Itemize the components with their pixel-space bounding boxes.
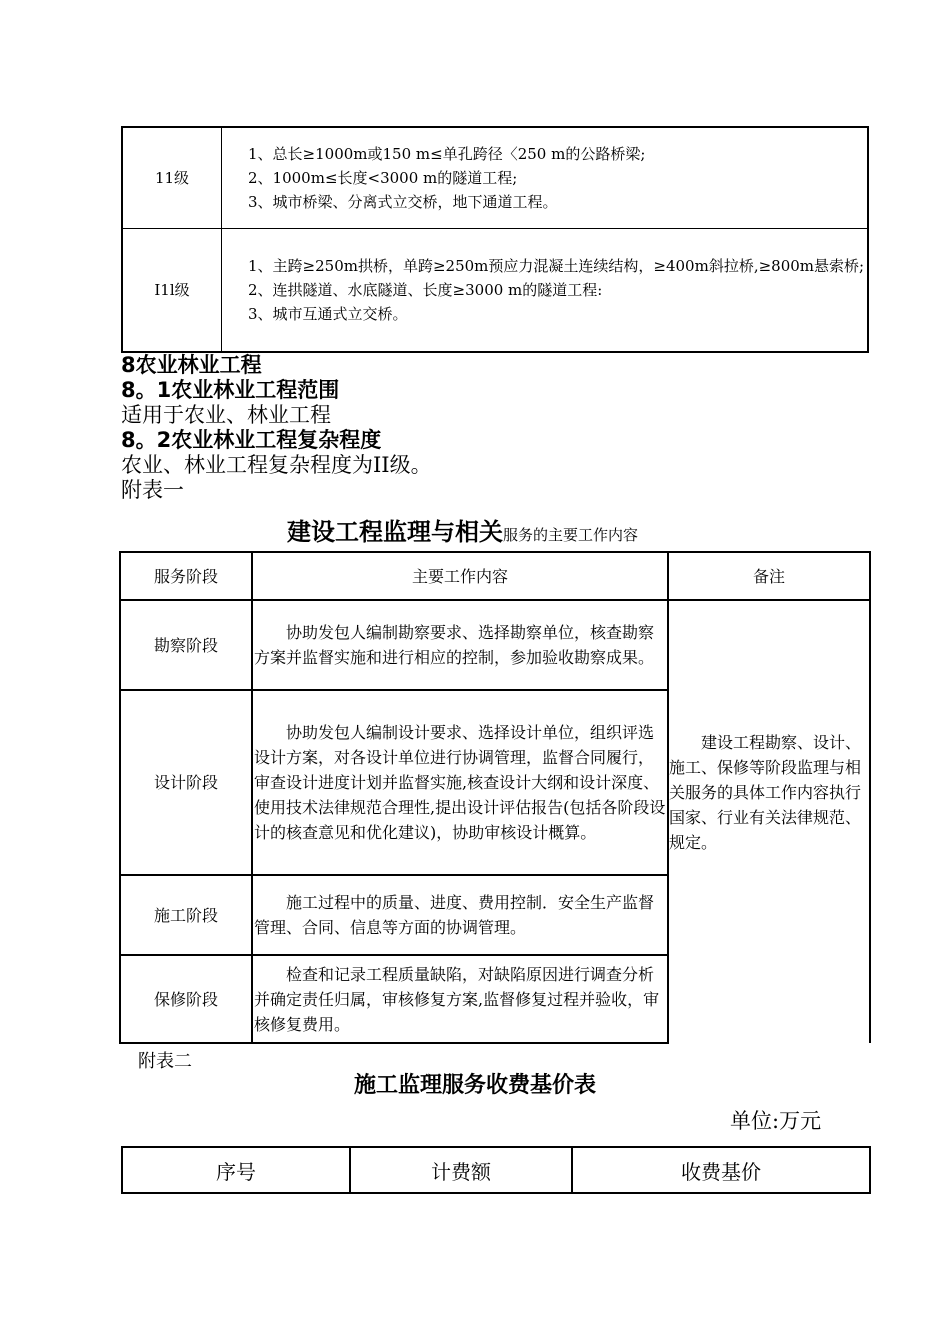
grade-line: 2、1000m≤长度<3000 m的隧道工程; bbox=[248, 169, 518, 187]
content-cell: 检查和记录工程质量缺陷，对缺陷原因进行调查分析并确定责任归属，审核修复方案,监督修复过程并验收，审核修复费用。 bbox=[252, 955, 668, 1043]
header-content: 主要工作内容 bbox=[252, 552, 668, 600]
stage-cell: 设计阶段 bbox=[120, 690, 252, 875]
stage-cell: 保修阶段 bbox=[120, 955, 252, 1043]
table2-title: 施工监理服务收费基价表 bbox=[353, 1073, 596, 1098]
grade-table bbox=[121, 126, 869, 353]
header-base-price: 收费基价 bbox=[572, 1147, 870, 1193]
fee-table bbox=[121, 1146, 871, 1194]
grade-line: 1、主跨≥250m拱桥，单跨≥250m预应力混凝土连续结构，≥400m斜拉桥,≥800m悬索桥; bbox=[248, 257, 865, 275]
content-cell: 协助发包人编制设计要求、选择设计单位，组织评选设计方案，对各设计单位进行协调管理，监督合同履行，审查设计进度计划并监督实施,核查设计大纲和设计深度、使用技术法律规范合理性,提出设计评估报告(包括各阶段设计的核查意见和优化建议)，协助审核设计概算。 bbox=[252, 690, 668, 875]
appendix-1-label: 附表一 bbox=[121, 478, 184, 502]
grade-description bbox=[222, 229, 869, 353]
grade-row bbox=[122, 127, 868, 229]
table-row bbox=[120, 600, 870, 690]
section-8-1-text: 适用于农业、林业工程 bbox=[121, 403, 331, 427]
unit-label: 单位:万元 bbox=[730, 1109, 822, 1133]
header-fee-amount: 计费额 bbox=[350, 1147, 572, 1193]
header-remark: 备注 bbox=[668, 552, 870, 600]
header-serial: 序号 bbox=[122, 1147, 350, 1193]
grade-row bbox=[122, 229, 868, 353]
table1-title bbox=[287, 512, 638, 547]
grade-cell: 11级 bbox=[122, 127, 222, 229]
grade-description bbox=[222, 127, 869, 229]
table-header-row bbox=[120, 552, 870, 600]
header-stage: 服务阶段 bbox=[120, 552, 252, 600]
grade-line: 3、城市桥梁、分离式立交桥，地下通道工程。 bbox=[248, 193, 558, 211]
grade-line: 1、总长≥1000m或150 m≤单孔跨径〈250 m的公路桥梁; bbox=[248, 145, 646, 163]
section-8-heading: 8农业林业工程 bbox=[121, 353, 262, 377]
table-header-row bbox=[122, 1147, 870, 1193]
remark-cell: 建设工程勘察、设计、施工、保修等阶段监理与相关服务的具体工作内容执行国家、行业有关法律规范、规定。 bbox=[668, 600, 870, 1043]
table1-title-sub: 服务的主要工作内容 bbox=[503, 526, 639, 544]
content-cell: 施工过程中的质量、进度、费用控制．安全生产监督管理、合同、信息等方面的协调管理。 bbox=[252, 875, 668, 955]
stage-cell: 勘察阶段 bbox=[120, 600, 252, 690]
stage-cell: 施工阶段 bbox=[120, 875, 252, 955]
grade-cell: I1l级 bbox=[122, 229, 222, 353]
section-8-1-heading: 8。1农业林业工程范围 bbox=[121, 378, 340, 402]
appendix-2-label: 附表二 bbox=[138, 1051, 192, 1072]
grade-line: 2、连拱隧道、水底隧道、长度≥3000 m的隧道工程: bbox=[248, 281, 603, 299]
section-8-2-heading: 8。2农业林业工程复杂程度 bbox=[121, 428, 382, 452]
grade-line: 3、城市互通式立交桥。 bbox=[248, 305, 408, 323]
content-cell: 协助发包人编制勘察要求、选择勘察单位，核查勘察方案并监督实施和进行相应的控制，参加验收勘察成果。 bbox=[252, 600, 668, 690]
table1-title-main: 建设工程监理与相关 bbox=[287, 518, 503, 546]
section-8-2-text: 农业、林业工程复杂程度为II级。 bbox=[121, 453, 432, 477]
service-table bbox=[119, 551, 871, 1044]
